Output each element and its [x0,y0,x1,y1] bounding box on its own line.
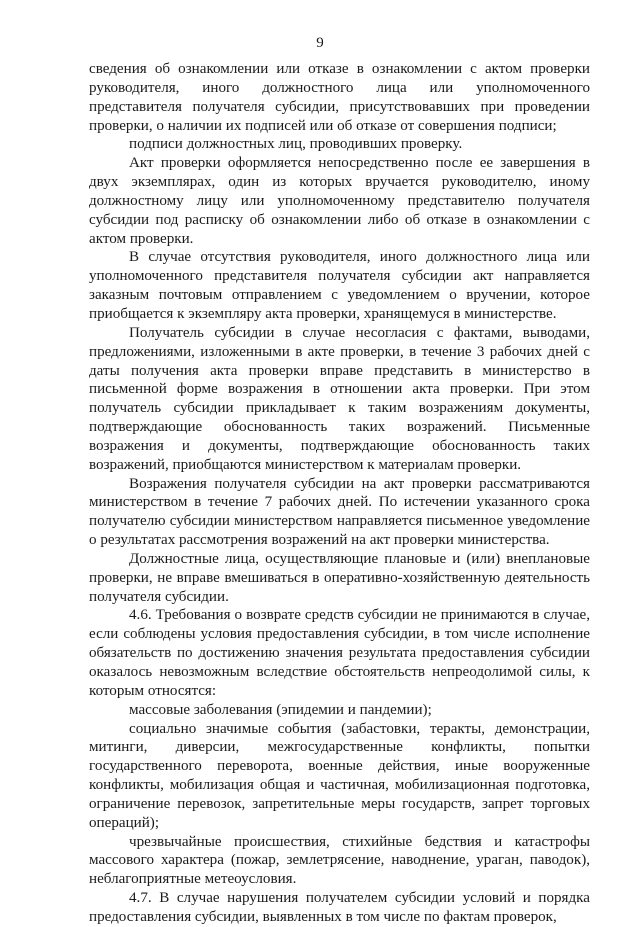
paragraph-inspection-acquaintance-info: сведения об ознакомлении или отказе в ознакомлении с актом проверки руководителя, иного должностного лица или уполномоченного представителя получателя субсидии, присутствовавших при проведении проверки, о наличии их подписей или об отказе от совершения подписи; [89,61,590,134]
document-body [89,60,590,927]
page-number: 9 [316,35,324,51]
list-item-mass-diseases: массовые заболевания (эпидемии и пандемии); [129,701,432,718]
paragraph-act-mailing: В случае отсутствия руководителя, иного должностного лица или уполномоченного представителя получателя субсидии акт направляется заказным почтовым отправлением с уведомлением о вручении, которое приобщается к экземпляру акта проверки, хранящемуся в министерстве. [89,249,590,322]
paragraph-officials-restriction: Должностные лица, осуществляющие плановые и (или) внеплановые проверки, не вправе вмешиваться в оперативно-хозяйственную деятельность получателя субсидии. [89,550,590,605]
paragraph-section-4-7: 4.7. В случае нарушения получателем субсидии условий и порядка предоставления субсидии, выявленных в том числе по фактам проверок, [89,890,590,925]
list-item-social-events: социально значимые события (забастовки, теракты, демонстрации, митинги, диверсии, межгосударственные конфликты, попытки государственного переворота, военные действия, иные вооруженные конфликты, мобилизация общая и частичная, мобилизационная подготовка, ограничение перевозок, запретительные меры государств, запрет торговых операций); [89,720,590,831]
paragraph-signatures: подписи должностных лиц, проводивших проверку. [129,136,463,153]
paragraph-section-4-6: 4.6. Требования о возврате средств субсидии не принимаются в случае, если соблюдены условия предоставления субсидии, в том числе исполнение обязательств по достижению значения результата предоставления субсидии оказалось невозможным вследствие обстоятельств непреодолимой силы, к которым относятся: [89,607,590,699]
list-item-emergencies: чрезвычайные происшествия, стихийные бедствия и катастрофы массового характера (пожар, землетрясение, наводнение, ураган, паводок), неблагоприятные метеоусловия. [89,833,590,888]
paragraph-act-preparation: Акт проверки оформляется непосредственно после ее завершения в двух экземплярах, один из которых вручается руководителю, иному должностному лицу или уполномоченному представителю получателя субсидии под расписку об ознакомлении либо об отказе в ознакомлении с актом проверки. [89,155,590,247]
paragraph-objections: Получатель субсидии в случае несогласия с фактами, выводами, предложениями, изложенными в акте проверки, в течение 3 рабочих дней с даты получения акта проверки вправе представить в министерство в письменной форме возражения в отношении акта проверки. При этом получатель субсидии прикладывает к таким возражениям документы, подтверждающие обоснованность таких возражений. Письменные возражения и документы, подтверждающие обоснованность таких возражений, приобщаются министерством к материалам проверки. [89,324,590,473]
paragraph-objections-review: Возражения получателя субсидии на акт проверки рассматриваются министерством в течение 7 рабочих дней. По истечении указанного срока получателю субсидии министерством направляется письменное уведомление о результатах рассмотрения возражений на акт проверки министерства. [89,475,590,549]
